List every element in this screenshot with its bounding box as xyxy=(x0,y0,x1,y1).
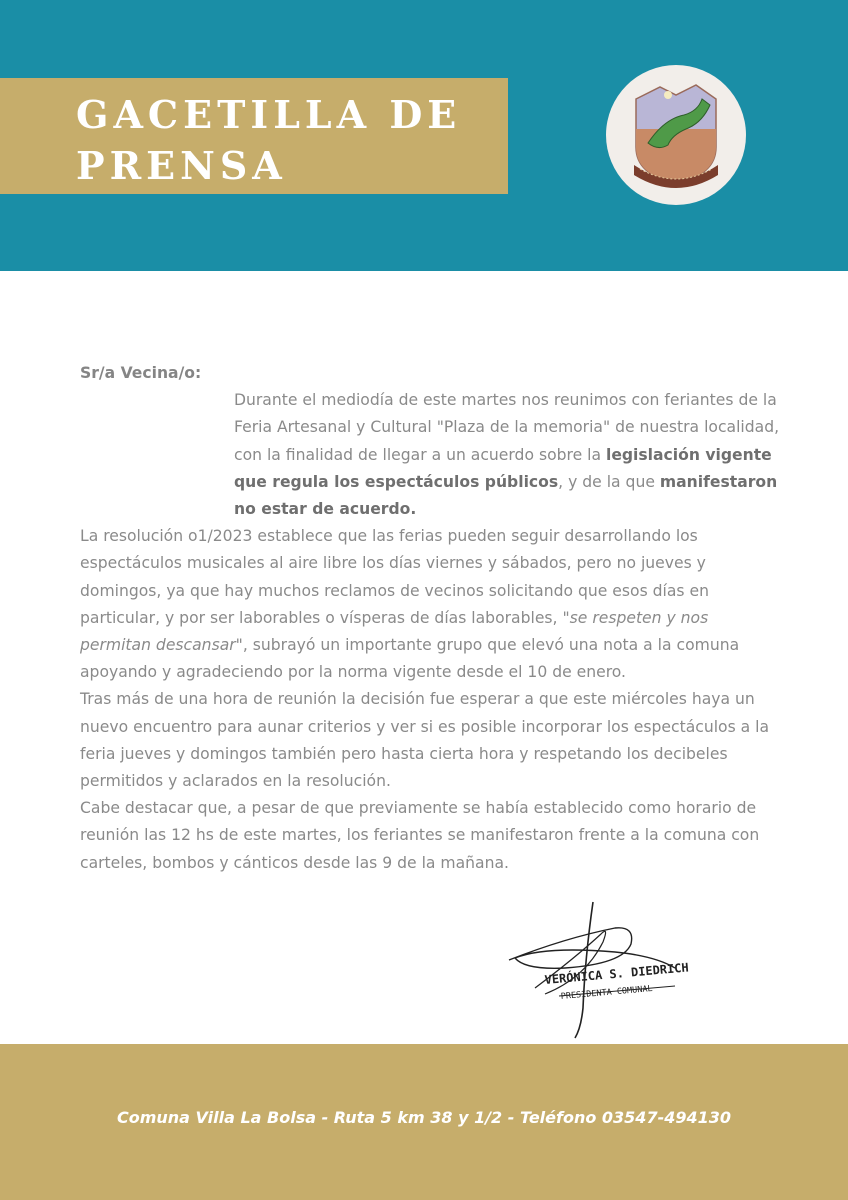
paragraph-1 xyxy=(80,387,780,523)
footer-contact: Comuna Villa La Bolsa - Ruta 5 km 38 y 1/2 - Teléfono 03547-494130 xyxy=(116,1108,732,1127)
paragraph-2-text-continued: , subrayó un importante grupo que elevó una nota a la comuna apoyando y agradeciendo por la norma vigente desde el 10 de enero. xyxy=(80,636,740,682)
paragraph-1-text: Durante el mediodía de este martes nos reunimos con feriantes de la Feria Artesanal y Cultural "Plaza de la memoria" de nuestra localidad, con la finalidad de llegar a un acuerdo sobre la xyxy=(234,391,780,464)
paragraph-1-text-continued: , y de la que xyxy=(558,472,660,491)
salutation: Sr/a Vecina/o: xyxy=(80,364,202,382)
paragraph-2 xyxy=(80,523,780,686)
signature-name: VERÓNICA S. DIEDRICH xyxy=(544,960,690,987)
title-line-2: PRENSA xyxy=(76,143,287,188)
paragraph-2-text: La resolución o1/2023 establece que las ferias pueden seguir desarrollando los espectáculos musicales al aire libre los días viernes y sábados, pero no jueves y domingos, ya que hay muchos reclamos de vecinos solicitando que esos días en particular, y por ser laborables o vísperas de días laborables, xyxy=(80,527,709,627)
coat-of-arms-icon xyxy=(606,65,746,205)
title-line-1: GACETILLA DE xyxy=(76,92,462,137)
paragraph-3: Tras más de una hora de reunión la decisión fue esperar a que este miércoles haya un nuevo encuentro para aunar criterios y ver si es posible incorporar los espectáculos a la feria jueves y domingos también pero hasta cierta hora y respetando los decibeles permitidos y aclarados en la resolución. xyxy=(80,690,770,791)
paragraph-1-emphasis-legislation: legislación vigente que regula los espectáculos públicos xyxy=(234,445,772,491)
paragraph-4: Cabe destacar que, a pesar de que previamente se había establecido como horario de reunión las 12 hs de este martes, los feriantes se manifestaron frente a la comuna con carteles, bombos y cánticos desde las 9 de la mañana. xyxy=(80,799,760,872)
paragraph-1-emphasis-disagreement: manifestaron no estar de acuerdo. xyxy=(234,472,778,519)
paragraph-2-quote: "se respeten y nos permitan descansar" xyxy=(80,608,709,655)
letter-body xyxy=(80,360,780,877)
signature-role: PRESIDENTA COMUNAL xyxy=(560,983,654,1002)
signature xyxy=(505,898,730,1043)
